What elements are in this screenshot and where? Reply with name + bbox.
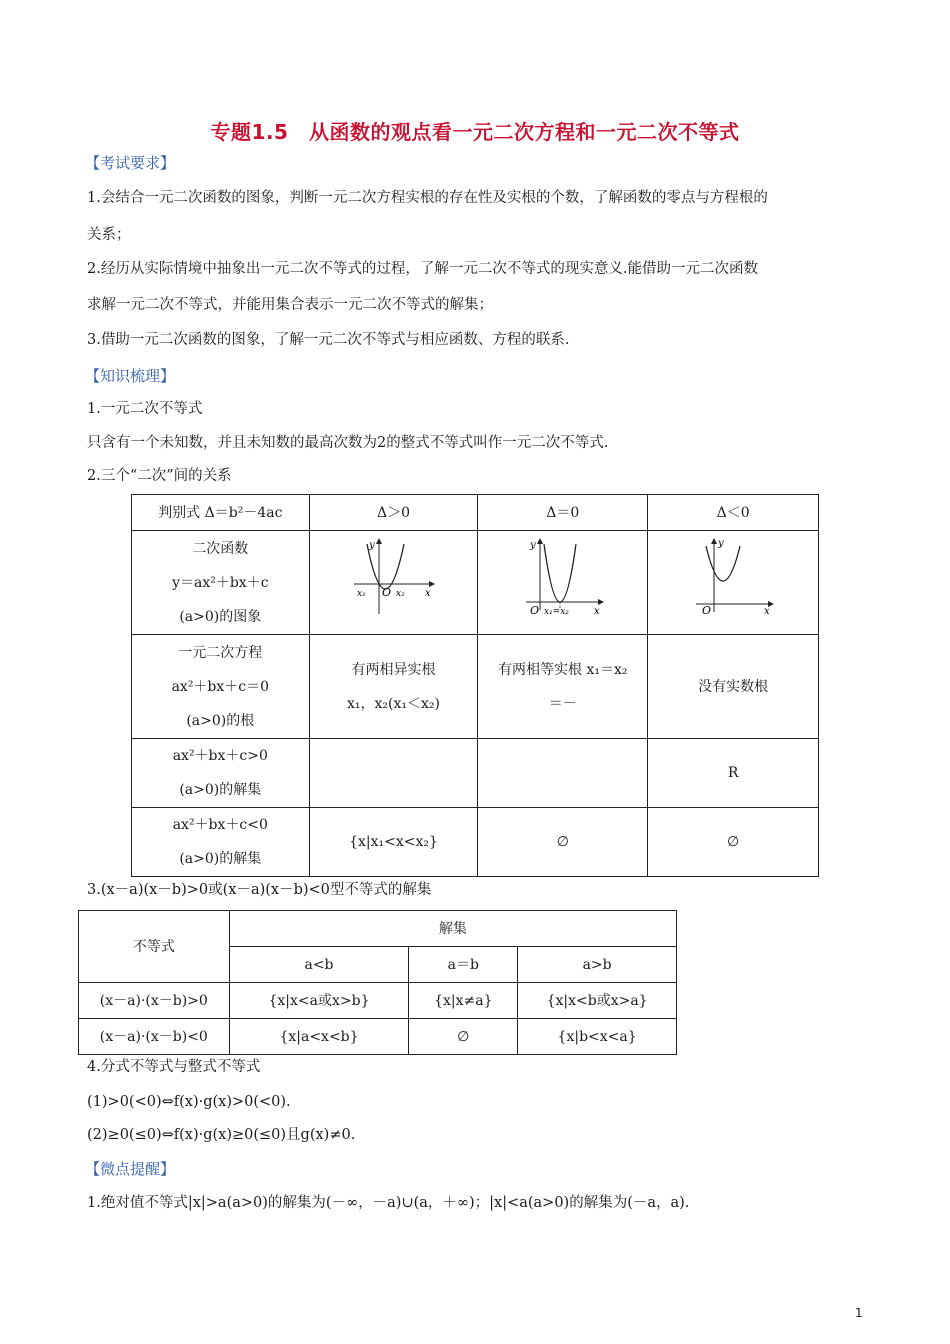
exam-line-1: 1.会结合一元二次函数的图象，判断一元二次方程实根的存在性及实根的个数，了解函数的零点与方程根的	[87, 190, 768, 206]
origin-label: O	[381, 586, 391, 599]
origin-label: O	[529, 604, 539, 616]
lt-negative-cell: ∅	[648, 808, 819, 877]
y-axis-label: y	[368, 540, 375, 551]
page-title: 专题1.5 从函数的观点看一元二次方程和一元二次不等式	[210, 120, 740, 144]
gt-zero-cell	[478, 739, 648, 808]
gt-label-1: ax²＋bx＋c>0	[172, 748, 268, 764]
double-root-label: x₁=x₂	[543, 607, 569, 616]
exam-line-2: 关系；	[87, 227, 131, 243]
col-a-gt-b: a>b	[518, 947, 677, 983]
gt-cell: {x|x<b或x>a}	[518, 983, 677, 1019]
gt-label-2: (a>0)的解集	[179, 782, 262, 798]
table-row	[79, 1019, 677, 1055]
lt-cell: ∅	[409, 1019, 518, 1055]
section-knowledge: 【知识梳理】	[85, 367, 176, 385]
header-solution-set: 解集	[229, 911, 676, 947]
section-4-item-1: (1)>0(<0)⇔f(x)·g(x)>0(<0).	[87, 1094, 291, 1110]
origin-label: O	[702, 604, 712, 616]
page-number: 1	[855, 1306, 863, 1320]
eq-two-roots-1: 有两相异实根	[351, 661, 436, 678]
three-quadratics-table	[131, 494, 819, 877]
exam-line-4: 求解一元二次不等式，并能用集合表示一元二次不等式的解集；	[87, 297, 493, 313]
eq-two-roots-2: x₁，x₂(x₁＜x₂)	[347, 695, 440, 712]
eq-no-root-cell: 没有实数根	[648, 635, 819, 739]
parabola-no-root-graph	[688, 536, 778, 616]
col-a-lt-b: a<b	[229, 947, 409, 983]
table-row	[132, 635, 819, 739]
lt-label-1: ax²＋bx＋c<0	[172, 817, 268, 833]
table-row	[132, 808, 819, 877]
table-row	[79, 983, 677, 1019]
header-zero: Δ＝0	[478, 495, 648, 531]
tip-line-1: 1.绝对值不等式|x|>a(a>0)的解集为(－∞，－a)∪(a，＋∞)；|x|<a(a>0)的解集为(－a，a).	[87, 1195, 690, 1211]
gt-cell: {x|x<a或x>b}	[229, 983, 409, 1019]
func-label-3: (a>0)的图象	[179, 608, 262, 625]
eq-one-root-2: ＝－	[548, 695, 577, 712]
parabola-two-roots-graph	[349, 536, 439, 616]
eq-label-2: ax²＋bx＋c＝0	[171, 678, 270, 695]
x-axis-label: x	[593, 606, 600, 616]
func-label-2: y＝ax²＋bx＋c	[172, 574, 269, 591]
eq-one-root-cell	[478, 635, 648, 739]
x-axis-label: x	[764, 606, 770, 616]
section-exam-requirements: 【考试要求】	[85, 154, 176, 172]
eq-two-roots-cell	[309, 635, 478, 739]
factored-inequality-table	[78, 910, 677, 1055]
exam-line-5: 3.借助一元二次函数的图象，了解一元二次不等式与相应函数、方程的联系.	[87, 332, 570, 348]
col-a-eq-b: a＝b	[409, 947, 518, 983]
exam-line-3: 2.经历从实际情境中抽象出一元二次不等式的过程，了解一元二次不等式的现实意义.能借助一元二次函数	[87, 261, 758, 277]
lt-cell: {x|b<x<a}	[518, 1019, 677, 1055]
y-axis-label: y	[718, 538, 724, 549]
x-axis-label: x	[424, 588, 431, 599]
graph-one-root-cell	[478, 531, 648, 635]
graph-no-root-cell	[648, 531, 819, 635]
table-row	[132, 531, 819, 635]
root-x1-label: x₁	[356, 589, 366, 599]
header-inequality: 不等式	[79, 911, 230, 983]
lt-label-2: (a>0)的解集	[179, 851, 262, 867]
gt-negative-cell: R	[648, 739, 819, 808]
graph-two-roots-cell	[309, 531, 478, 635]
knowledge-line-3: 2.三个“二次”间的关系	[87, 468, 232, 484]
section-tips: 【微点提醒】	[85, 1160, 176, 1178]
ineq-lt-label: (x－a)·(x－b)<0	[79, 1019, 230, 1055]
lt-cell: {x|a<x<b}	[229, 1019, 409, 1055]
func-label-cell	[132, 531, 310, 635]
gt-cell: {x|x≠a}	[409, 983, 518, 1019]
gt-label-cell	[132, 739, 310, 808]
header-positive: Δ＞0	[309, 495, 478, 531]
section-3-heading: 3.(x－a)(x－b)>0或(x－a)(x－b)<0型不等式的解集	[87, 882, 432, 898]
section-4-heading: 4.分式不等式与整式不等式	[87, 1059, 261, 1075]
ineq-gt-label: (x－a)·(x－b)>0	[79, 983, 230, 1019]
y-axis-label: y	[529, 540, 536, 551]
gt-positive-cell	[309, 739, 478, 808]
eq-label-cell	[132, 635, 310, 739]
parabola-one-root-graph	[518, 536, 608, 616]
eq-label-1: 一元二次方程	[178, 644, 263, 661]
lt-label-cell	[132, 808, 310, 877]
knowledge-line-2: 只含有一个未知数，并且未知数的最高次数为2的整式不等式叫作一元二次不等式.	[87, 435, 609, 451]
func-label-1: 二次函数	[192, 540, 249, 557]
lt-positive-cell: {x|x₁<x<x₂}	[309, 808, 478, 877]
table-row	[132, 495, 819, 531]
knowledge-line-1: 1.一元二次不等式	[87, 401, 203, 417]
eq-one-root-1: 有两相等实根 x₁＝x₂	[498, 661, 628, 678]
table-row	[79, 911, 677, 947]
section-4-item-2: (2)≥0(≤0)⇔f(x)·g(x)≥0(≤0)且g(x)≠0.	[87, 1127, 356, 1143]
root-x2-label: x₂	[395, 589, 405, 599]
header-negative: Δ＜0	[648, 495, 819, 531]
lt-zero-cell: ∅	[478, 808, 648, 877]
table-row	[132, 739, 819, 808]
header-discriminant: 判别式 Δ＝b²－4ac	[132, 495, 310, 531]
eq-label-3: (a>0)的根	[186, 712, 255, 729]
